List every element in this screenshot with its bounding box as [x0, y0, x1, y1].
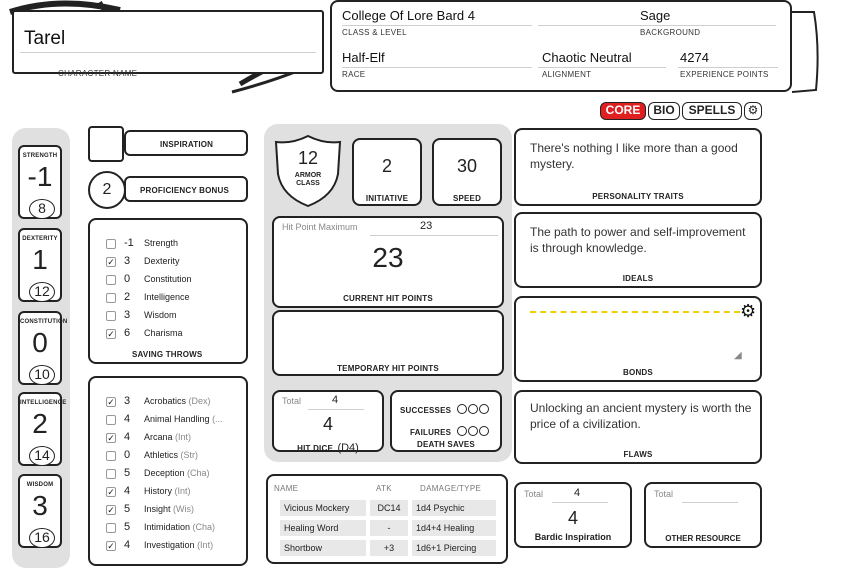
skill-row[interactable]: [106, 448, 198, 462]
skill-row[interactable]: [106, 502, 194, 516]
ideals-text[interactable]: The path to power and self-improvement is through knowledge.: [530, 225, 746, 255]
saving-throws-label: SAVING THROWS: [132, 350, 203, 359]
attack-atk[interactable]: +3: [370, 540, 408, 556]
character-name-underline: [20, 52, 316, 53]
death-saves-successes-row[interactable]: [400, 400, 489, 418]
saving-throws-box: [88, 218, 248, 364]
hp-max-line: [370, 235, 498, 236]
saving-throw-checkbox[interactable]: ✓: [107, 328, 115, 339]
resource-total-line: [552, 502, 608, 503]
saving-throw-name: Strength: [144, 238, 179, 248]
skill-attribute: (Cha): [187, 468, 210, 478]
skill-mod: 5: [124, 503, 131, 515]
personality-traits-box[interactable]: [514, 128, 762, 206]
resource-total-line: [682, 502, 738, 503]
resource-value[interactable]: 4: [567, 508, 578, 528]
saving-throw-mod: 2: [124, 291, 131, 303]
attacks-header-atk: ATK: [376, 484, 392, 493]
armor-class-label: ARMOR CLASS: [294, 172, 322, 187]
ability-score[interactable]: 16: [29, 528, 55, 548]
skill-checkbox[interactable]: ✓: [107, 540, 115, 551]
skill-checkbox[interactable]: ✓: [107, 486, 115, 497]
inspiration-label: INSPIRATION: [160, 140, 214, 149]
hp-current-label: CURRENT HIT POINTS: [343, 294, 433, 303]
skill-mod: 3: [124, 395, 131, 407]
class-level-label: CLASS & LEVEL: [342, 28, 407, 37]
class-level-line: [342, 25, 532, 26]
skill-mod: 4: [124, 413, 131, 425]
saving-throw-mod: -1: [124, 237, 134, 249]
ability-name: DEXTERITY: [22, 236, 58, 242]
skill-attribute: (...: [212, 414, 223, 424]
attack-damage[interactable]: 1d6+1 Piercing: [412, 540, 496, 556]
ability-score[interactable]: 14: [29, 446, 55, 466]
ideals-box[interactable]: [514, 212, 762, 288]
ability-score[interactable]: 12: [29, 282, 55, 302]
speed-box[interactable]: [432, 138, 502, 206]
personality-traits-label: PERSONALITY TRAITS: [592, 192, 684, 201]
attack-atk[interactable]: -: [370, 520, 408, 536]
skill-mod: 4: [124, 431, 131, 443]
skill-checkbox[interactable]: [106, 415, 116, 425]
race-value[interactable]: Half-Elf: [342, 50, 385, 65]
skill-checkbox[interactable]: ✓: [107, 504, 115, 515]
failure-circle[interactable]: [479, 426, 489, 436]
saving-throw-name: Constitution: [144, 274, 192, 284]
resource-label[interactable]: OTHER RESOURCE: [665, 534, 741, 543]
ability-wisdom[interactable]: [18, 474, 62, 548]
ability-constitution[interactable]: [18, 311, 68, 385]
success-circle[interactable]: [468, 404, 478, 414]
hp-current-value[interactable]: 23: [372, 242, 404, 273]
initiative-value: 2: [381, 156, 392, 176]
proficiency-circle: [88, 171, 126, 209]
ability-modifier: 3: [32, 490, 48, 521]
ability-name: CONSTITUTION: [20, 319, 68, 325]
hit-dice-die: (D4): [337, 442, 359, 454]
saving-throw-mod: 3: [124, 309, 131, 321]
death-saves-label: DEATH SAVES: [417, 440, 475, 449]
saving-throw-name: Intelligence: [144, 292, 190, 302]
character-name-box[interactable]: [12, 10, 324, 74]
gear-icon[interactable]: ⚙: [740, 301, 757, 321]
saving-throw-row[interactable]: [106, 308, 177, 322]
success-circle[interactable]: [457, 404, 467, 414]
ability-score[interactable]: 10: [29, 365, 55, 385]
proficiency-box: [124, 176, 248, 202]
skill-attribute: (Str): [180, 450, 199, 460]
death-saves-box: [390, 390, 502, 452]
bonds-dashed-line: [530, 311, 740, 313]
bonds-label: BONDS: [623, 368, 653, 377]
skill-row[interactable]: [106, 538, 213, 552]
skill-checkbox[interactable]: [106, 469, 116, 479]
saving-throw-name: Charisma: [144, 328, 183, 338]
ability-modifier: 0: [32, 327, 48, 358]
skill-name: Arcana: [144, 432, 173, 442]
alignment-line: [538, 67, 666, 68]
skill-checkbox[interactable]: ✓: [107, 396, 115, 407]
attack-damage[interactable]: 1d4 Psychic: [412, 500, 496, 516]
alignment-label: ALIGNMENT: [542, 70, 592, 79]
armor-class-shield[interactable]: [274, 134, 342, 208]
saving-throw-mod: 6: [124, 327, 131, 339]
speed-value: 30: [456, 156, 478, 176]
skill-name: Investigation: [144, 540, 195, 550]
experience-line: [678, 67, 778, 68]
saving-throw-checkbox[interactable]: [106, 293, 116, 303]
skill-attribute: (Wis): [173, 504, 195, 514]
attacks-box: [266, 474, 508, 564]
flaws-label: FLAWS: [623, 450, 653, 459]
background-label: BACKGROUND: [640, 28, 701, 37]
resize-handle-icon[interactable]: ◢: [734, 350, 742, 361]
skill-row[interactable]: [106, 484, 191, 498]
background-line: [538, 25, 776, 26]
attack-name[interactable]: Healing Word: [280, 520, 366, 536]
hit-dice-total-line: [308, 409, 364, 410]
race-line: [342, 67, 532, 68]
successes-label: SUCCESSES: [400, 406, 452, 415]
hit-dice-value[interactable]: 4: [322, 414, 333, 434]
resource-total-label: Total: [524, 489, 544, 499]
ability-intelligence[interactable]: [18, 392, 67, 466]
hit-points-box[interactable]: [272, 216, 504, 308]
saving-throw-row[interactable]: [106, 290, 190, 304]
flaws-text[interactable]: Unlocking an ancient mystery is worth the price of a civilization.: [530, 401, 752, 431]
hp-temp-label: TEMPORARY HIT POINTS: [337, 364, 439, 373]
ideals-label: IDEALS: [622, 274, 654, 283]
armor-class-value: 12: [297, 148, 319, 168]
hit-dice-total[interactable]: 4: [332, 394, 339, 406]
saving-throw-checkbox[interactable]: [106, 311, 116, 321]
saving-throw-mod: 3: [124, 255, 131, 267]
background-value[interactable]: Sage: [640, 8, 671, 23]
resource-total[interactable]: 4: [574, 487, 581, 499]
skill-name: History: [144, 486, 173, 496]
ability-strength[interactable]: [18, 145, 62, 219]
saving-throw-checkbox[interactable]: [106, 275, 116, 285]
gear-icon: ⚙: [747, 103, 759, 117]
skill-name: Insight: [144, 504, 171, 514]
ability-name: STRENGTH: [22, 153, 58, 159]
skill-checkbox[interactable]: [106, 523, 116, 533]
ability-name: WISDOM: [26, 482, 54, 488]
hit-dice-box[interactable]: [272, 390, 384, 452]
tab-core[interactable]: CORE: [600, 102, 646, 120]
bonds-editor[interactable]: [528, 306, 744, 364]
resource-label[interactable]: Bardic Inspiration: [534, 532, 612, 542]
skill-attribute: (Dex): [188, 396, 211, 406]
initiative-label: INITIATIVE: [365, 194, 409, 203]
tab-spells[interactable]: SPELLS: [682, 102, 742, 120]
character-name-label: CHARACTER NAME: [58, 69, 138, 78]
header-scroll-right: [792, 8, 822, 94]
skill-attribute: (Cha): [192, 522, 216, 532]
saving-throw-checkbox[interactable]: [106, 239, 116, 249]
ability-dexterity[interactable]: [18, 228, 62, 302]
character-name[interactable]: Tarel: [24, 28, 66, 49]
resource-total-label: Total: [654, 489, 674, 499]
hit-dice-label: HIT DICE: [297, 444, 333, 453]
ability-score[interactable]: 8: [29, 199, 55, 219]
inspiration-checkbox[interactable]: [88, 126, 124, 162]
proficiency-value: 2: [102, 181, 112, 198]
saving-throw-row[interactable]: [106, 254, 180, 268]
saving-throw-name: Dexterity: [144, 256, 180, 266]
hit-dice-total-label: Total: [282, 396, 302, 406]
saving-throw-row[interactable]: [106, 236, 178, 250]
skill-row[interactable]: [106, 466, 210, 480]
tab-bio[interactable]: BIO: [648, 102, 680, 120]
skill-checkbox[interactable]: ✓: [107, 432, 115, 443]
attack-name[interactable]: Shortbow: [280, 540, 366, 556]
bonds-box[interactable]: [514, 296, 762, 382]
skill-row[interactable]: [106, 520, 215, 534]
skill-mod: 4: [124, 539, 131, 551]
flaws-box[interactable]: [514, 390, 762, 464]
attack-name[interactable]: Vicious Mockery: [280, 500, 366, 516]
skills-box: [88, 376, 248, 566]
skill-row[interactable]: [106, 412, 223, 426]
hit-dice-label-row: [274, 438, 382, 456]
saving-throw-row[interactable]: [106, 326, 183, 340]
skill-row[interactable]: [106, 430, 191, 444]
attack-atk[interactable]: DC14: [370, 500, 408, 516]
failures-label: FAILURES: [410, 428, 452, 437]
skill-attribute: (Int): [175, 432, 192, 442]
saving-throw-checkbox[interactable]: ✓: [107, 256, 115, 267]
ability-modifier: -1: [27, 161, 53, 192]
speed-label: SPEED: [452, 194, 482, 203]
temp-hit-points-box[interactable]: [272, 310, 504, 376]
settings-button[interactable]: [744, 102, 762, 120]
experience-label: EXPERIENCE POINTS: [680, 70, 769, 79]
saving-throw-mod: 0: [124, 273, 131, 285]
hp-max-value[interactable]: 23: [420, 220, 433, 232]
skill-mod: 4: [124, 485, 131, 497]
ability-modifier: 2: [32, 408, 48, 439]
initiative-box[interactable]: [352, 138, 422, 206]
skill-checkbox[interactable]: [106, 451, 116, 461]
skill-attribute: (Int): [174, 486, 191, 496]
ability-modifier: 1: [32, 244, 48, 275]
attacks-header-damage: DAMAGE/TYPE: [420, 484, 482, 493]
skill-mod: 5: [124, 521, 131, 533]
ability-name: INTELLIGENCE: [20, 400, 67, 406]
skill-name: Intimidation: [144, 522, 191, 532]
character-info-box: [330, 0, 792, 92]
death-saves-failures-row[interactable]: [410, 422, 489, 440]
skill-mod: 5: [124, 467, 131, 479]
saving-throw-name: Wisdom: [144, 310, 177, 320]
hp-max-label: Hit Point Maximum: [282, 222, 358, 232]
class-level-value[interactable]: College Of Lore Bard 4: [342, 8, 475, 23]
experience-value[interactable]: 4274: [680, 50, 709, 65]
attacks-header-name: NAME: [274, 484, 299, 493]
skill-name: Deception: [144, 468, 185, 478]
skill-name: Animal Handling: [144, 414, 210, 424]
skill-attribute: (Int): [197, 540, 214, 550]
race-label: RACE: [342, 70, 366, 79]
skill-name: Acrobatics: [144, 396, 187, 406]
attack-damage[interactable]: 1d4+4 Healing: [412, 520, 496, 536]
failure-circle[interactable]: [468, 426, 478, 436]
success-circle[interactable]: [479, 404, 489, 414]
skill-mod: 0: [124, 449, 131, 461]
skill-name: Athletics: [144, 450, 179, 460]
inspiration-box: [124, 130, 248, 156]
failure-circle[interactable]: [457, 426, 467, 436]
alignment-value[interactable]: Chaotic Neutral: [542, 50, 632, 65]
skill-row[interactable]: [106, 394, 211, 408]
proficiency-label: PROFICIENCY BONUS: [140, 186, 230, 195]
personality-traits-text[interactable]: There's nothing I like more than a good mystery.: [530, 141, 738, 171]
resource-box-bardic-inspiration[interactable]: [514, 482, 632, 548]
resource-box-other[interactable]: [644, 482, 762, 548]
saving-throw-row[interactable]: [106, 272, 192, 286]
